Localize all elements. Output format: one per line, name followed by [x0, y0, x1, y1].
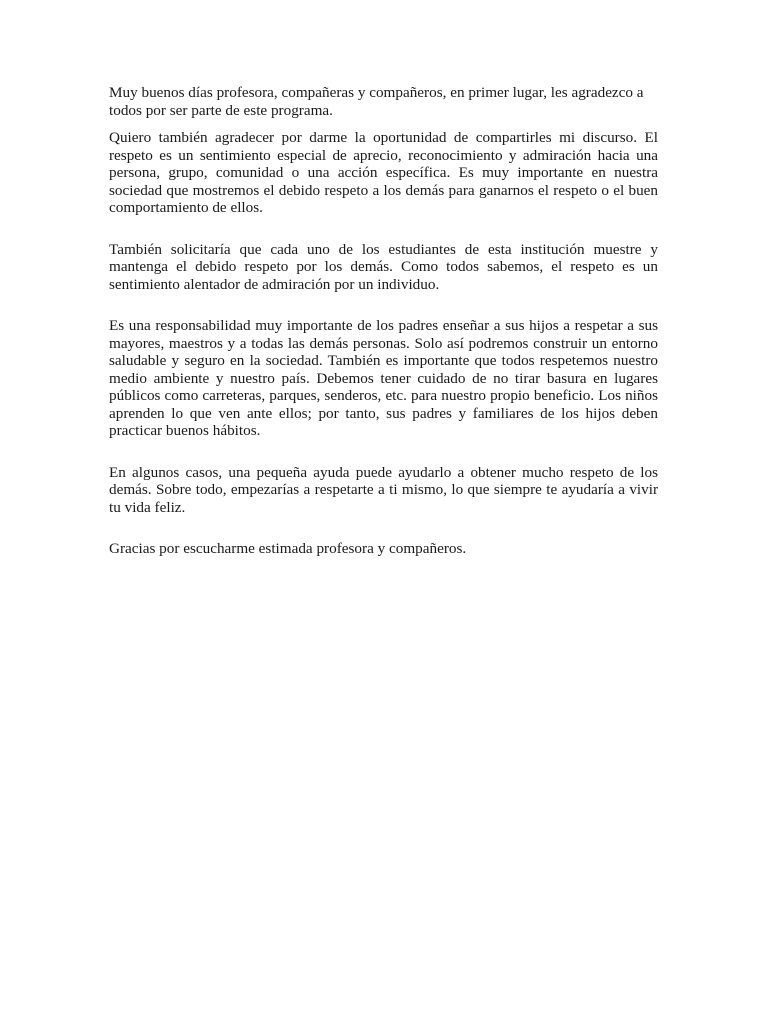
paragraph-parents-responsibility: Es una responsabilidad muy importante de los padres enseñar a sus hijos a respetar a sus mayores, maestros y a todas las demás personas. Solo así podremos construir un entorno saludable y seguro en la sociedad. También es importante que todos respetemos nuestro medio ambiente y nuestro país. Debemos tener cuidado de no tirar basura en lugares públicos como carreteras, parques, senderos, etc. para nuestro propio beneficio. Los niños aprenden lo que ven ante ellos; por tanto, sus padres y familiares de los hijos deben practicar buenos hábitos. [109, 317, 658, 439]
document-body [109, 84, 658, 558]
paragraph-students-request: También solicitaría que cada uno de los estudiantes de esta institución muestre y mantenga el debido respeto por los demás. Como todos sabemos, el respeto es un sentimiento alentador de admiración por un individuo. [109, 240, 658, 293]
paragraph-greeting: Muy buenos días profesora, compañeras y compañeros, en primer lugar, les agradezco a todos por ser parte de este programa. [109, 84, 644, 119]
paragraph-closing: Gracias por escucharme estimada profesora y compañeros. [109, 540, 467, 557]
paragraph-respect-definition: Quiero también agradecer por darme la oportunidad de compartirles mi discurso. El respeto es un sentimiento especial de aprecio, reconocimiento y admiración hacia una persona, grupo, comunidad o una acción específica. Es muy importante en nuestra sociedad que mostremos el debido respeto a los demás para ganarnos el respeto o el buen comportamiento de ellos. [109, 129, 658, 216]
paragraph-small-help: En algunos casos, una pequeña ayuda puede ayudarlo a obtener mucho respeto de los demás. Sobre todo, empezarías a respetarte a ti mismo, lo que siempre te ayudaría a vivir tu vida feliz. [109, 463, 658, 516]
